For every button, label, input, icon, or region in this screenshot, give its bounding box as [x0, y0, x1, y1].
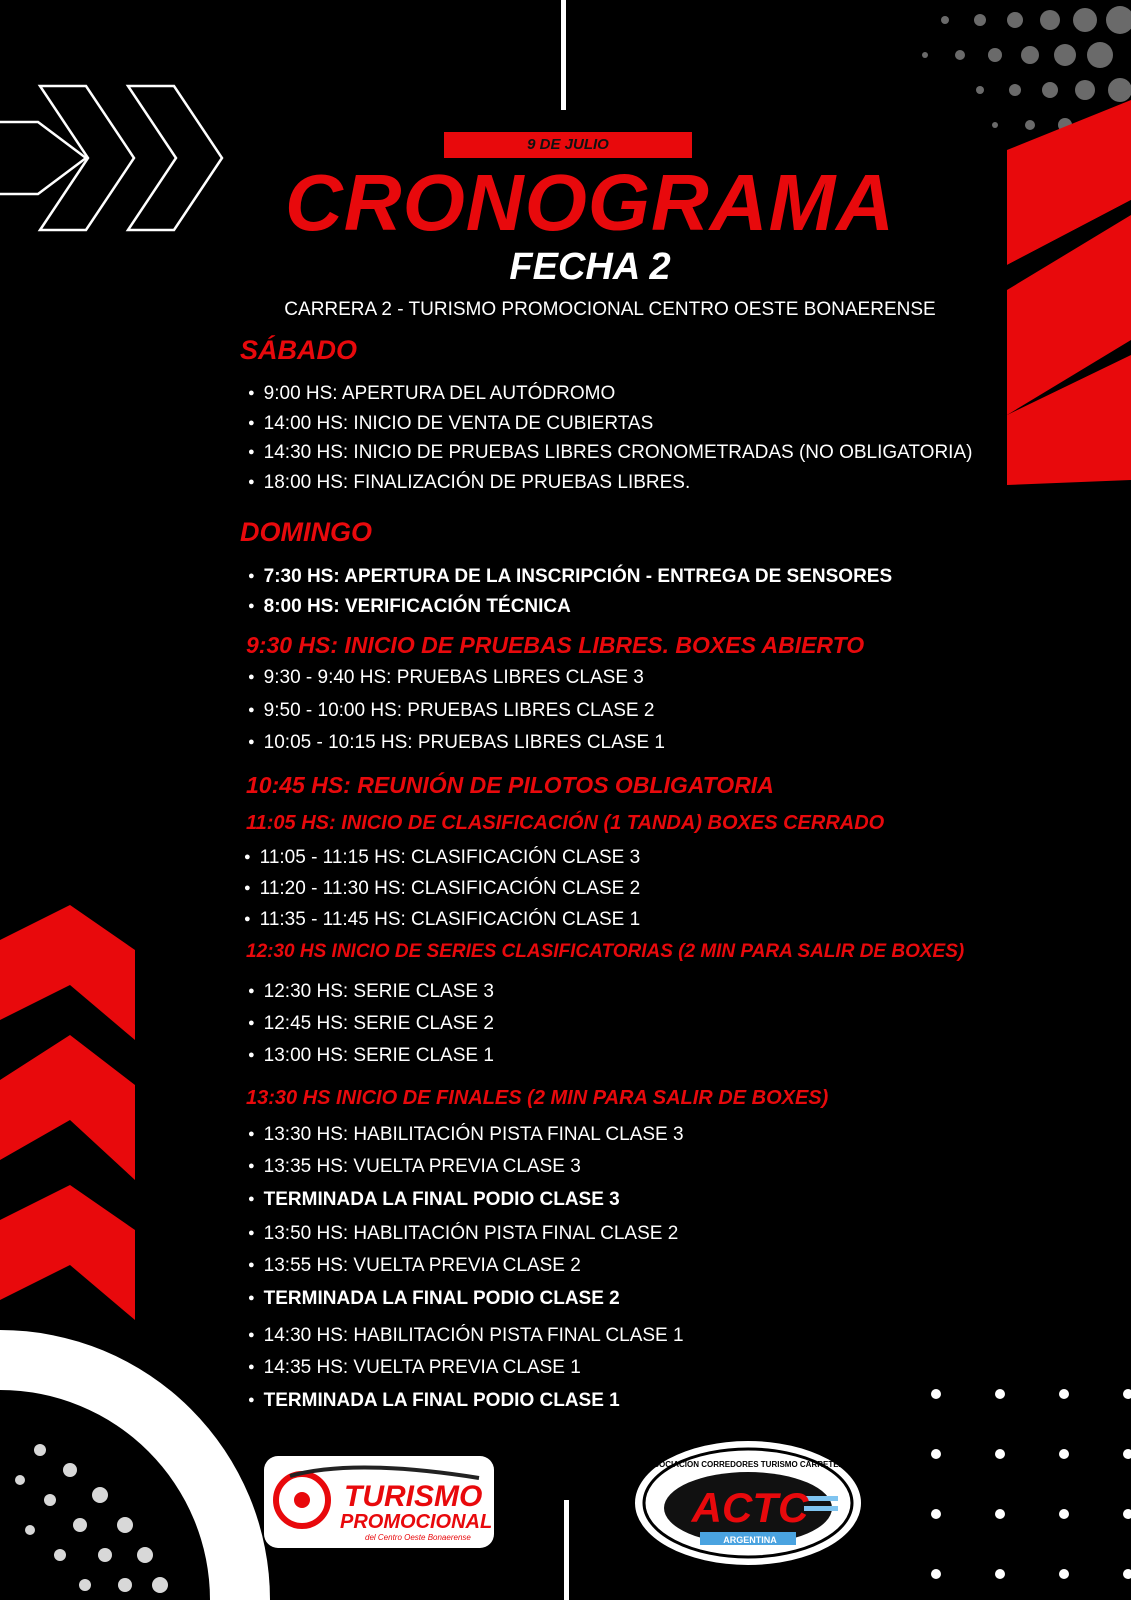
schedule-item: ● 9:50 - 10:00 HS: PRUEBAS LIBRES CLASE 2: [248, 699, 654, 725]
schedule-item: ● 13:55 HS: VUELTA PREVIA CLASE 2: [248, 1254, 581, 1280]
actc-logo-country: ARGENTINA: [723, 1535, 777, 1545]
schedule-item: ● 12:45 HS: SERIE CLASE 2: [248, 1012, 494, 1038]
turismo-logo-line2: PROMOCIONAL: [340, 1511, 493, 1533]
schedule-item: ● 10:05 - 10:15 HS: PRUEBAS LIBRES CLASE 1: [248, 731, 665, 757]
section-heading-series: 12:30 HS INICIO DE SERIES CLASIFICATORIAS (2 MIN PARA SALIR DE BOXES): [246, 941, 965, 962]
schedule-item: ● 13:00 HS: SERIE CLASE 1: [248, 1044, 494, 1070]
section-heading-pruebas: 9:30 HS: INICIO DE PRUEBAS LIBRES. BOXES ABIERTO: [246, 632, 865, 658]
schedule-item: ● 11:05 - 11:15 HS: CLASIFICACIÓN CLASE 3: [244, 846, 640, 872]
schedule-item: ● 11:20 - 11:30 HS: CLASIFICACIÓN CLASE 2: [244, 877, 640, 903]
turismo-logo-line1: TURISMO: [344, 1480, 483, 1513]
event-tagline: CARRERA 2 - TURISMO PROMOCIONAL CENTRO OESTE BONAERENSE: [284, 299, 936, 320]
bottom-divider-line: [564, 1500, 569, 1600]
day-heading-sabado: SÁBADO: [240, 335, 358, 365]
schedule-item: ● 13:30 HS: HABILITACIÓN PISTA FINAL CLASE 3: [248, 1123, 684, 1149]
schedule-item: ● 18:00 HS: FINALIZACIÓN DE PRUEBAS LIBRES.: [248, 471, 690, 497]
schedule-item: ● 11:35 - 11:45 HS: CLASIFICACIÓN CLASE 1: [244, 908, 640, 934]
page-title: CRONOGRAMA: [285, 158, 895, 247]
page-subtitle: FECHA 2: [509, 246, 671, 288]
schedule-item: ● 14:30 HS: INICIO DE PRUEBAS LIBRES CRONOMETRADAS (NO OBLIGATORIA): [248, 441, 972, 467]
tire-arc-decoration: [0, 1330, 270, 1600]
date-banner: 9 DE JULIO: [444, 132, 692, 158]
schedule-item: ● 8:00 HS: VERIFICACIÓN TÉCNICA: [248, 595, 571, 621]
schedule-item: ● 7:30 HS: APERTURA DE LA INSCRIPCIÓN - ENTREGA DE SENSORES: [248, 565, 892, 591]
section-heading-finales: 13:30 HS INICIO DE FINALES (2 MIN PARA SALIR DE BOXES): [246, 1087, 829, 1109]
schedule-item-podio: ● TERMINADA LA FINAL PODIO CLASE 3: [248, 1188, 620, 1214]
schedule-item: ● 9:30 - 9:40 HS: PRUEBAS LIBRES CLASE 3: [248, 666, 644, 692]
schedule-item: ● 9:00 HS: APERTURA DEL AUTÓDROMO: [248, 382, 615, 408]
day-heading-domingo: DOMINGO: [240, 517, 372, 547]
schedule-item-podio: ● TERMINADA LA FINAL PODIO CLASE 1: [248, 1389, 620, 1415]
actc-logo-text: ACTC: [691, 1484, 809, 1531]
schedule-item: ● 13:50 HS: HABLITACIÓN PISTA FINAL CLASE 2: [248, 1222, 678, 1248]
turismo-logo-tag: del Centro Oeste Bonaerense: [365, 1533, 471, 1542]
schedule-item: ● 12:30 HS: SERIE CLASE 3: [248, 980, 494, 1006]
schedule-item-podio: ● TERMINADA LA FINAL PODIO CLASE 2: [248, 1287, 620, 1313]
section-heading-reunion: 10:45 HS: REUNIÓN DE PILOTOS OBLIGATORIA: [246, 772, 774, 798]
actc-logo-arc-text: ASOCIACION CORREDORES TURISMO CARRETERA: [647, 1460, 851, 1469]
dot-grid-decoration: [931, 1389, 1131, 1579]
schedule-item: ● 13:35 HS: VUELTA PREVIA CLASE 3: [248, 1155, 581, 1181]
top-divider-line: [561, 0, 566, 110]
schedule-item: ● 14:35 HS: VUELTA PREVIA CLASE 1: [248, 1356, 581, 1382]
schedule-item: ● 14:00 HS: INICIO DE VENTA DE CUBIERTAS: [248, 412, 653, 438]
schedule-item: ● 14:30 HS: HABILITACIÓN PISTA FINAL CLASE 1: [248, 1324, 684, 1350]
red-chevrons-left: [0, 905, 135, 1320]
section-heading-clasificacion: 11:05 HS: INICIO DE CLASIFICACIÓN (1 TANDA) BOXES CERRADO: [246, 812, 885, 834]
